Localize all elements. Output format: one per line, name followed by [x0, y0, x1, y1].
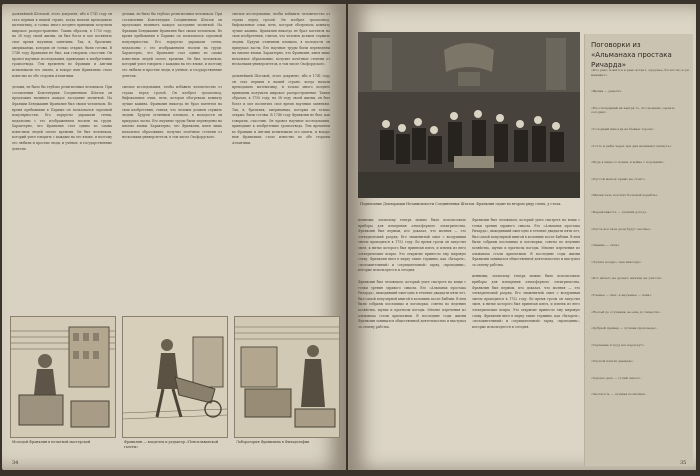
wheelbarrow-illustration: [123, 317, 227, 437]
left-column-1-text-cont: делами, не было бы глубоко религиозным человеком. При составлении Конституции Соединенных Штатов он предложил начинать каждое заседание молитвой. На Франции Бенджамин Франклин был своим человеком. Во время пребывания в Париже он пользовался огромной популярностью. Его портреты украшали стены, медальоны с его изображением носили на груди. Характерно, что Франклин стал одним из самых известных людей своего времени. Он был человеком, который умел говорить с каждым на его языке, и поэтому его любили и простые люди, и учёные, и государственные деятели.: [12, 85, 112, 151]
right-page-number: 35: [680, 460, 687, 466]
saying-item: «Пустой мешок прямо не стоит».: [591, 176, 646, 181]
saying-item: «Сделал дело — гуляй смело».: [591, 375, 642, 380]
saying-item: «Знание — сила».: [591, 243, 621, 248]
left-page: [2, 4, 346, 470]
sayings-list: [591, 68, 689, 409]
print-shop-illustration: [11, 317, 115, 437]
left-column-2-text: делами, не было бы глубоко религиозным человеком. При составлении Конституции Соединенных Штатов он предложил начинать каждое заседание молитвой. На Франции Бенджамин Франклин был своим человеком. Во время пребывания в Париже он пользовался огромной популярностью. Его портреты украшали стены, медальоны с его изображением носили на груди. Характерно, что Франклин стал одним из самых известных людей своего времени. Он был человеком, который умел говорить с каждым на его языке, и поэтому его любили и простые люди, и учёные, и государственные деятели.: [122, 12, 222, 78]
left-column-3-text: смелые исследования, чтобы избавить человечество от страха перед грозой. Он изобрел громоотвод, бифокальные очки, печь, которая обогревала комнату лучше камина. Франклин никогда не брал патентов на свои изобретения, считая, что человек должен служить людям. Будучи отличным пловцом, в молодости он придумал ласты. Его научные труды были переведены на многие языки. Характерно, что Франклин, имея лишь начальное образование, получил почётные степени от нескольких университетов, в том числе Оксфордского.: [232, 12, 330, 67]
caption-print-shop: Молодой Франклин в печатной мастерской: [12, 440, 91, 444]
saying-item: «Не откладывай на завтра то, что можешь сделать сегодня».: [591, 105, 675, 115]
saying-item: «Гость и рыба через три дня начинают пахнуть».: [591, 143, 673, 148]
saying-item: «Честность — лучшая политика».: [591, 392, 647, 397]
saying-item: «Будь в мире со всеми, в войне с пороками».: [591, 160, 665, 165]
right-page: [348, 4, 696, 470]
left-column-2: [122, 12, 222, 314]
photo-caption: Подписание Декларации Независимости Соединенных Штатов. Франклин сидит во втором ряду слева, у стола.: [360, 202, 562, 206]
right-column-2-text-cont: ценными, поскольку теперь можно было использовать приборы для измерения атмосферного электричества. Франклин был первым, кто доказал, что молния — это электрический разряд. Его знаменитый опыт с воздушным змеем проводился в 1752 году. Во время грозы он запустил змея, к нитке которого был привязан ключ, и извлек из него электрические искры. Это открытие принесло ему мировую славу. Франклин ввел в науку такие термины, как «батарея», «положительный» и «отрицательный» заряд, «проводник», которые используются и сегодня.: [472, 274, 580, 329]
laboratory-illustration: [235, 317, 339, 437]
saying-item: «Не пей до отупения, не ешь до тяжести».: [591, 309, 662, 314]
left-column-2-text-cont: смелые исследования, чтобы избавить человечество от страха перед грозой. Он изобрел громоотвод, бифокальные очки, печь, которая обогревала комнату лучше камина. Франклин никогда не брал патентов на свои изобретения, считая, что человек должен служить людям. Будучи отличным пловцом, в молодости он придумал ласты. Его научные труды были переведены на многие языки. Характерно, что Франклин, имея лишь начальное образование, получил почётные степени от нескольких университетов, в том числе Оксфордского.: [122, 85, 222, 140]
saying-item: «Кто рано ложится и рано встает, здоровье, богатство и ум наживет».: [591, 68, 689, 77]
declaration-illustration: [358, 32, 580, 198]
saying-item: «Скупой платит дважды».: [591, 359, 634, 364]
right-column-2-text: Франклин был человеком, который умел смотреть на вещи с точки зрения здравого смысла. Его «Альманах простака Ричарда», выходивший ежегодно в течение двадцати пяти лет, был самой популярной книгой в колониях после Библии. В нем были собраны пословицы и поговорки, советы по ведению хозяйства, шутки и прогнозы погоды. Многие изречения из альманаха стали крылатыми. В последние годы жизни Франклин занимался общественной деятельностью и выступал за отмену рабства.: [472, 218, 580, 267]
sidebar-title: Поговорки из «Альманаха простака Ричарда»: [591, 41, 672, 69]
saying-item: «Терпение и труд все перетрут».: [591, 342, 646, 347]
saying-item: «Лучше поздно, чем никогда».: [591, 259, 642, 264]
right-column-1-text-cont: Франклин был человеком, который умел смотреть на вещи с точки зрения здравого смысла. Его «Альманах простака Ричарда», выходивший ежегодно в течение двадцати пяти лет, был самой популярной книгой в колониях после Библии. В нем были собраны пословицы и поговорки, советы по ведению хозяйства, шутки и прогнозы погоды. Многие изречения из альманаха стали крылатыми. В последние годы жизни Франклин занимался общественной деятельностью и выступал за отмену рабства.: [358, 279, 466, 329]
right-column-2: [472, 218, 580, 464]
saying-item: «Голодный никогда не бывает хорош».: [591, 126, 655, 131]
left-column-3: [232, 12, 330, 314]
saying-item: «Пусть все твои дела будут честны».: [591, 226, 652, 231]
saying-item: «Время — деньги».: [591, 89, 623, 94]
caption-laboratory: Лаборатория Франклина в Филадельфии: [236, 440, 310, 444]
engraving-wheelbarrow: [122, 316, 228, 438]
left-column-3-text-cont: дальнейшей Шотовой, этого документ, ибо в 1741 году он стал первым в нашей стране, когда начали преподавать математику, и только много позднее принципы получили широкое распространение. Таким образом, в 1750 году, на 38 году своей жизни, он был богат и мог посвятить свое время научным занятиям. Так, я, бразилия, американцы, которых он только открыл, были готовы. В 1746 году Франклин не был, как говорили, счастлив. Он провел научные исследования, приведшие к изобретению громоотвода. Тем временем во Франции и Англии испытывали его опыты, и вскоре имя Франклина стало известно по обе стороны Атлантики.: [232, 73, 330, 146]
right-column-1-text: ценными, поскольку теперь можно было использовать приборы для измерения атмосферного электричества. Франклин был первым, кто доказал, что молния — это электрический разряд. Его знаменитый опыт с воздушным змеем проводился в 1752 году. Во время грозы он запустил змея, к нитке которого был привязан ключ, и извлек из него электрические искры. Это открытие принесло ему мировую славу. Франклин ввел в науку такие термины, как «батарея», «положительный» и «отрицательный» заряд, «проводник», которые используются и сегодня.: [358, 218, 466, 273]
left-column-1: [12, 12, 112, 314]
saying-item: «Бережливость — лучший доход».: [591, 209, 648, 214]
left-column-1-text: дальнейшей Шотовой, этого документ, ибо в 1741 году он стал первым в нашей стране, когда начали преподавать математику, и только много позднее принципы получили широкое распространение. Таким образом, в 1750 году, на 38 году своей жизни, он был богат и мог посвятить свое время научным занятиям. Так, я, бразилия, американцы, которых он только открыл, были готовы. В 1746 году Франклин не был, как говорили, счастлив. Он провел научные исследования, приведшие к изобретению громоотвода. Тем временем во Франции и Англии испытывали его опыты, и вскоре имя Франклина стало известно по обе стороны Атлантики.: [12, 12, 112, 78]
engraving-print-shop: [10, 316, 116, 438]
saying-item: «Добрый пример — лучшая проповедь».: [591, 326, 658, 331]
sayings-sidebar: [584, 34, 693, 466]
declaration-signing-photo: [358, 32, 580, 198]
saying-item: «Малая течь потопит большой корабль».: [591, 193, 659, 198]
engraving-laboratory: [234, 316, 340, 438]
saying-item: «Ученье — свет, а неученье — тьма».: [591, 292, 653, 297]
caption-wheelbarrow: Франклин — владелец и редактор «Пенсильванской газеты»: [124, 440, 219, 449]
left-page-number: 34: [12, 460, 19, 466]
right-column-1: [358, 218, 466, 464]
saying-item: «Кто ничего не делает, ничему не учится».: [591, 276, 663, 281]
